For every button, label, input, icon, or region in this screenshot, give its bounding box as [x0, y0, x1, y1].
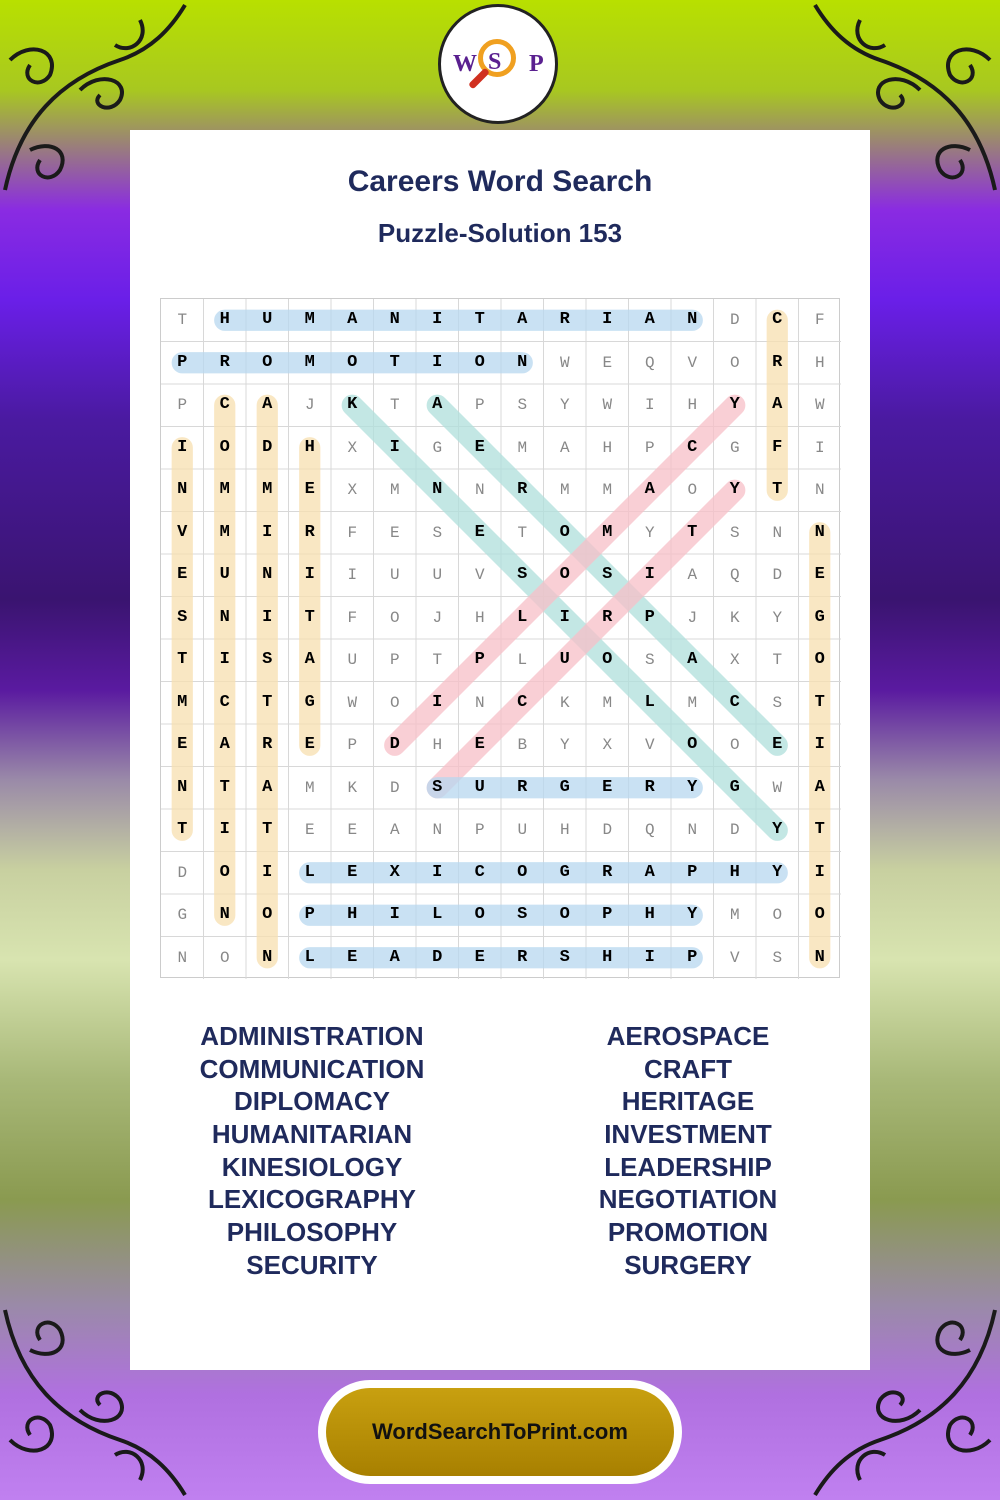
- grid-cell[interactable]: D: [262, 437, 273, 457]
- grid-cell[interactable]: G: [559, 777, 570, 797]
- logo-letter-p: P: [529, 51, 544, 77]
- grid-cell[interactable]: Y: [772, 820, 783, 839]
- word-list-item: LEXICOGRAPHY: [207, 1184, 417, 1215]
- grid-cell[interactable]: I: [814, 862, 825, 882]
- grid-cell[interactable]: X: [347, 438, 358, 457]
- word-list-item: SECURITY: [246, 1249, 378, 1280]
- grid-cell[interactable]: Y: [644, 523, 655, 542]
- grid-cell[interactable]: N: [517, 352, 528, 372]
- grid-cell[interactable]: F: [814, 311, 825, 329]
- grid-cell[interactable]: E: [347, 947, 358, 967]
- grid-cell[interactable]: H: [814, 353, 825, 372]
- grid-cell[interactable]: M: [304, 310, 315, 329]
- grid-cell[interactable]: E: [347, 862, 358, 882]
- grid-cell[interactable]: E: [814, 565, 825, 584]
- grid-cell[interactable]: T: [177, 311, 188, 329]
- grid-cell[interactable]: I: [814, 735, 825, 754]
- grid-cell[interactable]: L: [517, 651, 528, 669]
- grid-cell[interactable]: V: [687, 353, 698, 372]
- grid-cell[interactable]: M: [517, 438, 528, 457]
- grid-cell[interactable]: O: [219, 437, 230, 457]
- grid-cell[interactable]: N: [687, 310, 698, 329]
- grid-cell[interactable]: C: [772, 310, 783, 329]
- grid-cell[interactable]: O: [729, 736, 740, 754]
- grid-cell[interactable]: H: [347, 905, 358, 924]
- grid-cell[interactable]: D: [389, 735, 400, 754]
- grid-cell[interactable]: H: [602, 947, 613, 967]
- grid-cell[interactable]: N: [814, 522, 825, 542]
- grid-cell[interactable]: I: [644, 396, 655, 414]
- grid-cell[interactable]: C: [687, 437, 698, 457]
- grid-cell[interactable]: D: [177, 863, 188, 882]
- grid-cell[interactable]: I: [602, 310, 613, 329]
- grid-cell[interactable]: E: [304, 480, 315, 499]
- grid-cell[interactable]: T: [517, 523, 528, 542]
- grid-cell[interactable]: S: [517, 565, 528, 584]
- grid-cell[interactable]: A: [304, 650, 315, 669]
- grid-cell[interactable]: I: [177, 437, 188, 457]
- grid-cell[interactable]: D: [602, 821, 613, 839]
- grid-cell[interactable]: T: [389, 352, 400, 372]
- page-subtitle: Puzzle-Solution 153: [377, 218, 623, 248]
- grid-cell[interactable]: X: [602, 736, 613, 754]
- grid-cell[interactable]: H: [644, 905, 655, 924]
- grid-cell[interactable]: L: [432, 905, 443, 924]
- grid-cell[interactable]: Y: [729, 395, 740, 414]
- grid-cell[interactable]: F: [347, 523, 358, 542]
- grid-cell[interactable]: S: [729, 523, 740, 542]
- grid-cell[interactable]: Q: [644, 353, 655, 372]
- grid-cell[interactable]: E: [602, 353, 613, 372]
- grid-cell[interactable]: P: [177, 352, 188, 372]
- grid-cell[interactable]: M: [602, 693, 613, 712]
- grid-cell[interactable]: W: [559, 353, 570, 372]
- grid-cell[interactable]: P: [474, 821, 485, 839]
- grid-cell[interactable]: T: [432, 651, 443, 669]
- grid-cell[interactable]: F: [772, 437, 783, 457]
- grid-cell[interactable]: N: [219, 905, 230, 924]
- grid-cell[interactable]: V: [729, 948, 740, 967]
- grid-cell[interactable]: C: [729, 692, 740, 712]
- grid-cell[interactable]: M: [262, 480, 273, 499]
- grid-cell[interactable]: E: [304, 821, 315, 839]
- grid-cell[interactable]: R: [262, 735, 273, 754]
- grid-cell[interactable]: T: [814, 692, 825, 712]
- word-list-item: COMMUNICATION: [199, 1053, 425, 1084]
- grid-cell[interactable]: C: [219, 395, 230, 414]
- grid-cell[interactable]: S: [602, 565, 613, 584]
- grid-cell[interactable]: F: [347, 608, 358, 627]
- grid-cell[interactable]: Y: [772, 862, 783, 882]
- grid-cell[interactable]: W: [814, 396, 825, 414]
- grid-cell[interactable]: A: [559, 438, 570, 457]
- grid-cell[interactable]: S: [644, 651, 655, 669]
- grid-cell[interactable]: W: [772, 778, 783, 797]
- grid-cell[interactable]: I: [432, 862, 443, 882]
- grid-cell[interactable]: N: [177, 948, 188, 967]
- grid-cell[interactable]: I: [347, 566, 358, 584]
- grid-cell[interactable]: U: [219, 565, 230, 584]
- grid-cell[interactable]: P: [644, 438, 655, 457]
- word-list-item: HERITAGE: [621, 1086, 755, 1117]
- grid-letters: [161, 299, 841, 979]
- grid-cell[interactable]: L: [304, 947, 315, 967]
- grid-cell[interactable]: T: [474, 310, 485, 329]
- grid-cell[interactable]: X: [389, 862, 400, 882]
- grid-cell[interactable]: P: [687, 862, 698, 882]
- grid-cell[interactable]: A: [262, 777, 273, 797]
- grid-cell[interactable]: I: [432, 692, 443, 712]
- grid-cell[interactable]: I: [644, 565, 655, 584]
- grid-cell[interactable]: A: [687, 566, 698, 584]
- grid-cell[interactable]: I: [644, 947, 655, 967]
- grid-cell[interactable]: O: [262, 905, 273, 924]
- grid-cell[interactable]: E: [602, 777, 613, 797]
- grid-cell[interactable]: Y: [559, 736, 570, 754]
- grid-cell[interactable]: P: [687, 947, 698, 967]
- grid-cell[interactable]: E: [304, 735, 315, 754]
- word-list-right: [458, 1020, 918, 1282]
- grid-cell[interactable]: N: [432, 821, 443, 839]
- grid-cell[interactable]: I: [262, 607, 273, 627]
- word-list-item: DIPLOMACY: [234, 1086, 390, 1117]
- grid-cell[interactable]: P: [177, 396, 188, 414]
- grid-cell[interactable]: U: [517, 821, 528, 839]
- grid-cell[interactable]: I: [304, 565, 315, 584]
- grid-cell[interactable]: T: [262, 692, 273, 712]
- grid-cell[interactable]: E: [347, 821, 358, 839]
- grid-cell[interactable]: R: [517, 480, 528, 499]
- grid-cell[interactable]: A: [389, 947, 400, 967]
- grid-cell[interactable]: R: [517, 777, 528, 797]
- word-list-item: ADMINISTRATION: [200, 1021, 424, 1051]
- grid-cell[interactable]: Y: [772, 608, 783, 627]
- site-link-button[interactable]: [318, 1380, 682, 1484]
- grid-cell[interactable]: E: [474, 947, 485, 967]
- grid-cell[interactable]: S: [517, 905, 528, 924]
- grid-cell[interactable]: W: [347, 693, 358, 712]
- grid-cell[interactable]: I: [219, 650, 230, 669]
- grid-cell[interactable]: M: [304, 778, 315, 797]
- grid-cell[interactable]: E: [389, 523, 400, 542]
- grid-cell[interactable]: E: [474, 437, 485, 457]
- grid-cell[interactable]: E: [474, 522, 485, 542]
- grid-cell[interactable]: T: [772, 480, 783, 499]
- word-list-item: NEGOTIATION: [598, 1184, 778, 1215]
- grid-cell[interactable]: S: [432, 523, 443, 542]
- grid-cell[interactable]: N: [389, 310, 400, 329]
- site-link-label[interactable]: WordSearchToPrint.com: [326, 1388, 674, 1476]
- grid-cell[interactable]: Y: [687, 905, 698, 924]
- grid-cell[interactable]: N: [772, 523, 783, 542]
- word-search-grid: [160, 298, 840, 978]
- grid-cell[interactable]: O: [729, 353, 740, 372]
- grid-cell[interactable]: S: [772, 693, 783, 712]
- grid-cell[interactable]: S: [262, 650, 273, 669]
- grid-cell[interactable]: J: [687, 608, 698, 627]
- grid-cell[interactable]: I: [432, 310, 443, 329]
- grid-cell[interactable]: P: [389, 651, 400, 669]
- grid-cell[interactable]: P: [474, 396, 485, 414]
- grid-cell[interactable]: Y: [729, 480, 740, 499]
- grid-cell[interactable]: M: [729, 906, 740, 924]
- grid-cell[interactable]: H: [474, 608, 485, 627]
- grid-cell[interactable]: O: [687, 481, 698, 499]
- grid-cell[interactable]: R: [517, 947, 528, 967]
- grid-cell[interactable]: S: [772, 948, 783, 967]
- grid-cell[interactable]: O: [262, 352, 273, 372]
- grid-cell[interactable]: O: [814, 650, 825, 669]
- grid-cell[interactable]: N: [432, 480, 443, 499]
- grid-cell[interactable]: G: [729, 777, 740, 797]
- grid-cell[interactable]: E: [474, 735, 485, 754]
- grid-cell[interactable]: W: [602, 396, 613, 414]
- grid-cell[interactable]: M: [602, 522, 613, 542]
- word-list-item: SURGERY: [624, 1249, 752, 1280]
- grid-cell[interactable]: T: [262, 820, 273, 839]
- grid-cell[interactable]: D: [432, 947, 443, 967]
- grid-cell[interactable]: C: [474, 862, 485, 882]
- word-list-item: HUMANITARIAN: [211, 1119, 413, 1150]
- grid-cell[interactable]: L: [517, 607, 528, 627]
- grid-cell[interactable]: D: [389, 778, 400, 797]
- grid-cell[interactable]: A: [432, 395, 443, 414]
- grid-cell[interactable]: U: [432, 566, 443, 584]
- word-list-item: LEADERSHIP: [604, 1151, 772, 1182]
- grid-cell[interactable]: G: [304, 692, 315, 712]
- grid-cell[interactable]: M: [219, 522, 230, 542]
- grid-cell[interactable]: K: [559, 693, 570, 712]
- grid-cell[interactable]: U: [389, 566, 400, 584]
- grid-cell[interactable]: T: [219, 777, 230, 797]
- grid-cell[interactable]: K: [729, 608, 740, 627]
- grid-cell[interactable]: T: [177, 650, 188, 669]
- grid-cell[interactable]: A: [644, 862, 655, 882]
- grid-cell[interactable]: V: [644, 736, 655, 754]
- logo-letter-s: S: [488, 49, 502, 75]
- logo-letter-w: W: [453, 51, 477, 77]
- grid-cell[interactable]: X: [729, 651, 740, 669]
- grid-cell[interactable]: H: [304, 437, 315, 457]
- grid-cell[interactable]: G: [432, 438, 443, 457]
- grid-cell[interactable]: O: [219, 948, 230, 967]
- word-list-item: INVESTMENT: [604, 1119, 772, 1150]
- grid-cell[interactable]: U: [559, 650, 570, 669]
- grid-cell[interactable]: R: [602, 862, 613, 882]
- grid-cell[interactable]: O: [474, 352, 485, 372]
- grid-cell[interactable]: T: [304, 607, 315, 627]
- grid-cell[interactable]: I: [262, 862, 273, 882]
- grid-cell[interactable]: N: [687, 821, 698, 839]
- grid-cell[interactable]: H: [687, 396, 698, 414]
- grid-cell[interactable]: D: [729, 311, 740, 329]
- word-list-item: PROMOTION: [607, 1217, 769, 1248]
- grid-cell[interactable]: A: [644, 310, 655, 329]
- site-logo[interactable]: [438, 4, 558, 124]
- grid-cell[interactable]: I: [262, 522, 273, 542]
- grid-cell[interactable]: O: [772, 906, 783, 924]
- grid-cell[interactable]: A: [772, 395, 783, 414]
- grid-cell[interactable]: M: [177, 692, 188, 712]
- grid-cell[interactable]: T: [772, 651, 783, 669]
- grid-cell[interactable]: D: [729, 821, 740, 839]
- grid-cell[interactable]: C: [517, 692, 528, 712]
- grid-cell[interactable]: H: [432, 736, 443, 754]
- grid-cell[interactable]: M: [602, 481, 613, 499]
- grid-cell[interactable]: M: [219, 480, 230, 499]
- grid-cell[interactable]: N: [262, 947, 273, 967]
- grid-cell[interactable]: E: [177, 735, 188, 754]
- grid-cell[interactable]: O: [687, 735, 698, 754]
- grid-cell[interactable]: O: [389, 608, 400, 627]
- grid-cell[interactable]: N: [474, 481, 485, 499]
- grid-cell[interactable]: H: [219, 310, 230, 329]
- grid-cell[interactable]: V: [177, 522, 188, 542]
- grid-cell[interactable]: N: [814, 481, 825, 499]
- grid-cell[interactable]: I: [389, 437, 400, 457]
- grid-cell[interactable]: A: [814, 777, 825, 797]
- grid-cell[interactable]: A: [644, 480, 655, 499]
- grid-cell[interactable]: H: [602, 438, 613, 457]
- grid-cell[interactable]: B: [517, 736, 528, 754]
- grid-cell[interactable]: G: [814, 607, 825, 627]
- grid-cell[interactable]: S: [177, 607, 188, 627]
- grid-cell[interactable]: K: [347, 778, 358, 797]
- grid-cell[interactable]: K: [347, 395, 358, 414]
- grid-cell[interactable]: N: [219, 607, 230, 627]
- grid-cell[interactable]: A: [687, 650, 698, 669]
- grid-cell[interactable]: O: [559, 522, 570, 542]
- grid-cell[interactable]: U: [474, 777, 485, 797]
- grid-cell[interactable]: G: [729, 438, 740, 457]
- grid-cell[interactable]: C: [219, 692, 230, 712]
- grid-cell[interactable]: N: [177, 480, 188, 499]
- grid-cell[interactable]: T: [687, 522, 698, 542]
- grid-cell[interactable]: A: [517, 310, 528, 329]
- grid-cell[interactable]: I: [389, 905, 400, 924]
- grid-cell[interactable]: A: [262, 395, 273, 414]
- grid-cell[interactable]: R: [219, 352, 230, 372]
- grid-cell[interactable]: N: [814, 947, 825, 967]
- grid-cell[interactable]: V: [474, 566, 485, 584]
- word-list-item: KINESIOLOGY: [221, 1151, 403, 1182]
- grid-cell[interactable]: T: [389, 396, 400, 414]
- grid-cell[interactable]: L: [644, 692, 655, 712]
- grid-cell[interactable]: O: [517, 862, 528, 882]
- grid-cell[interactable]: O: [389, 693, 400, 712]
- grid-cell[interactable]: U: [347, 651, 358, 669]
- grid-cell[interactable]: O: [347, 352, 358, 372]
- grid-cell[interactable]: O: [559, 905, 570, 924]
- grid-cell[interactable]: H: [729, 862, 740, 882]
- grid-cell[interactable]: N: [474, 693, 485, 712]
- grid-cell[interactable]: Q: [644, 821, 655, 839]
- grid-cell[interactable]: A: [347, 310, 358, 329]
- grid-cell[interactable]: L: [304, 862, 315, 882]
- grid-cell[interactable]: O: [602, 650, 613, 669]
- grid-cell[interactable]: J: [432, 608, 443, 627]
- grid-cell[interactable]: P: [602, 905, 613, 924]
- grid-cell[interactable]: E: [177, 565, 188, 584]
- grid-cell[interactable]: I: [219, 820, 230, 839]
- grid-cell[interactable]: S: [559, 947, 570, 967]
- grid-cell[interactable]: H: [559, 821, 570, 839]
- grid-cell[interactable]: Y: [559, 396, 570, 414]
- grid-cell[interactable]: E: [772, 735, 783, 754]
- grid-cell[interactable]: A: [389, 821, 400, 839]
- grid-cell[interactable]: S: [517, 396, 528, 414]
- grid-cell[interactable]: P: [474, 650, 485, 669]
- grid-cell[interactable]: P: [304, 905, 315, 924]
- grid-cell[interactable]: R: [772, 352, 783, 372]
- grid-cell[interactable]: D: [772, 566, 783, 584]
- grid-cell[interactable]: I: [432, 352, 443, 372]
- grid-cell[interactable]: S: [432, 777, 443, 797]
- grid-cell[interactable]: P: [347, 736, 358, 754]
- word-list-item: AEROSPACE: [606, 1021, 770, 1051]
- grid-cell[interactable]: R: [559, 310, 570, 329]
- grid-cell[interactable]: M: [559, 481, 570, 499]
- grid-cell[interactable]: M: [687, 693, 698, 712]
- grid-cell[interactable]: N: [262, 565, 273, 584]
- grid-cell[interactable]: M: [304, 352, 315, 372]
- grid-cell[interactable]: Q: [729, 566, 740, 584]
- grid-cell[interactable]: O: [814, 905, 825, 924]
- grid-cell[interactable]: I: [559, 607, 570, 627]
- grid-cell[interactable]: R: [304, 522, 315, 542]
- grid-cell[interactable]: Y: [687, 777, 698, 797]
- grid-cell[interactable]: T: [814, 820, 825, 839]
- grid-cell[interactable]: J: [304, 396, 315, 414]
- grid-cell[interactable]: U: [262, 310, 273, 329]
- grid-cell[interactable]: M: [389, 481, 400, 499]
- grid-cell[interactable]: I: [814, 438, 825, 457]
- grid-cell[interactable]: R: [644, 777, 655, 797]
- grid-cell[interactable]: G: [177, 906, 188, 924]
- grid-cell[interactable]: R: [602, 607, 613, 627]
- grid-cell[interactable]: A: [219, 735, 230, 754]
- grid-cell[interactable]: T: [177, 820, 188, 839]
- grid-cell[interactable]: O: [559, 565, 570, 584]
- grid-cell[interactable]: P: [644, 607, 655, 627]
- word-list-item: PHILOSOPHY: [226, 1217, 398, 1248]
- grid-cell[interactable]: N: [177, 777, 188, 797]
- word-list-item: CRAFT: [643, 1053, 733, 1084]
- grid-cell[interactable]: G: [559, 862, 570, 882]
- grid-cell[interactable]: O: [219, 862, 230, 882]
- page-title: Careers Word Search: [347, 165, 653, 198]
- grid-cell[interactable]: O: [474, 905, 485, 924]
- grid-cell[interactable]: X: [347, 481, 358, 499]
